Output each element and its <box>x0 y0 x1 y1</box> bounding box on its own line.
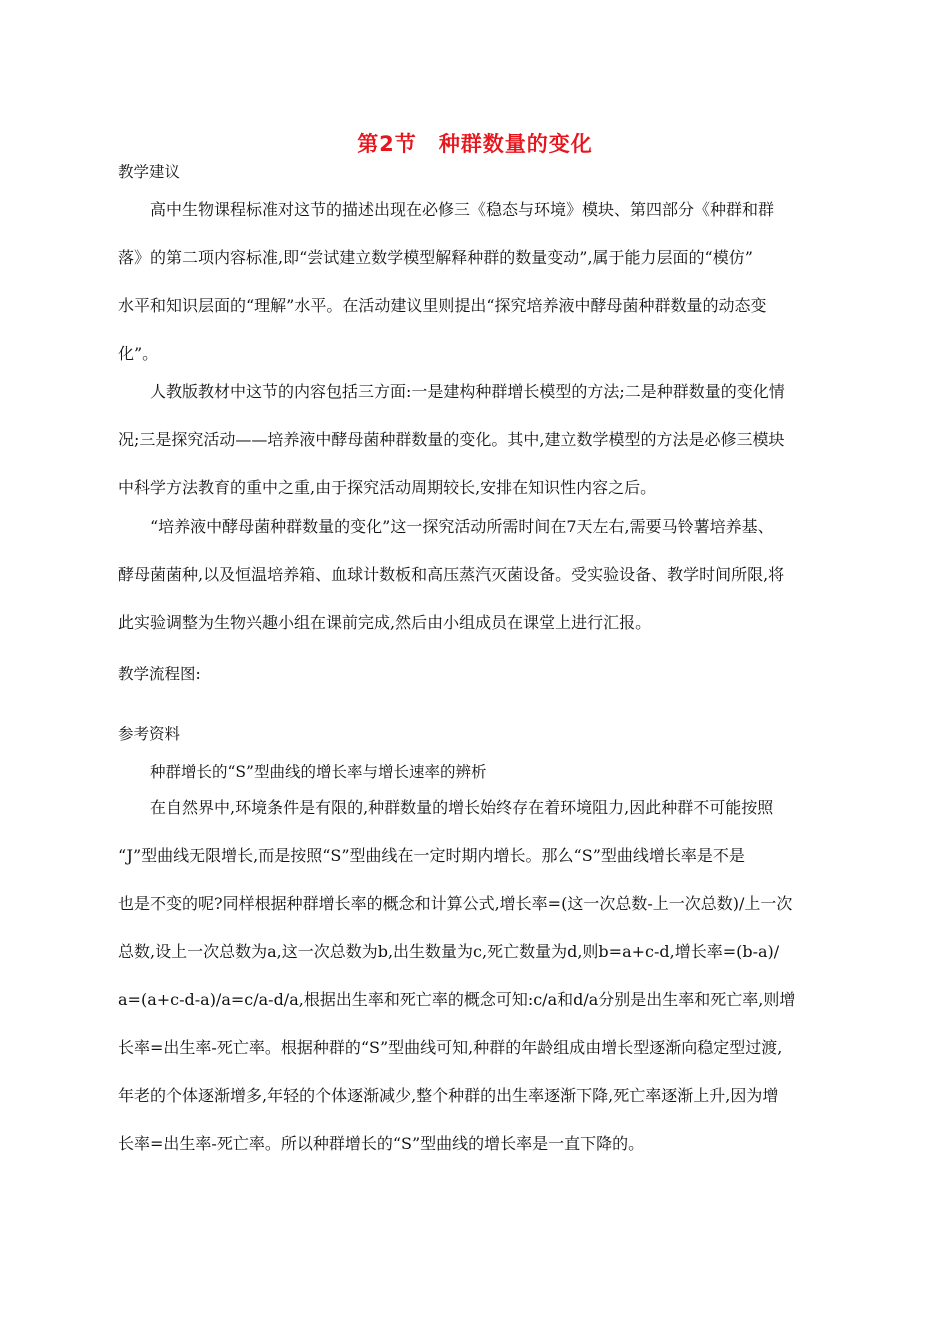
reference-heading: 参考资料 <box>118 725 181 743</box>
paragraph-line: 也是不变的呢?同样根据种群增长率的概念和计算公式,增长率=(这一次总数-上一次总数)/上一次 <box>118 894 793 913</box>
paragraph-inquiry-activity <box>118 503 830 647</box>
paragraph-curriculum-standard <box>118 186 830 378</box>
paragraph-line: 酵母菌菌种,以及恒温培养箱、血球计数板和高压蒸汽灭菌设备。受实验设备、教学时间所限,将 <box>118 565 785 584</box>
paragraph-line: 长率=出生率-死亡率。根据种群的“S”型曲线可知,种群的年龄组成由增长型逐渐向稳定型过渡, <box>118 1038 783 1057</box>
flowchart-heading: 教学流程图: <box>118 665 201 683</box>
paragraph-line: 年老的个体逐渐增多,年轻的个体逐渐减少,整个种群的出生率逐渐下降,死亡率逐渐上升,因为增 <box>118 1086 779 1105</box>
paragraph-line: 水平和知识层面的“理解”水平。在活动建议里则提出“探究培养液中酵母菌种群数量的动态变 <box>118 296 767 315</box>
paragraph-line: 在自然界中,环境条件是有限的,种群数量的增长始终存在着环境阻力,因此种群不可能按照 <box>150 798 774 817</box>
paragraph-line: 人教版教材中这节的内容包括三方面:一是建构种群增长模型的方法;二是种群数量的变化情 <box>150 382 785 401</box>
paragraph-line: 落》的第二项内容标准,即“尝试建立数学模型解释种群的数量变动”,属于能力层面的“模仿” <box>118 248 753 267</box>
paragraph-line: 高中生物课程标准对这节的描述出现在必修三《稳态与环境》模块、第四部分《种群和群 <box>150 200 775 219</box>
paragraph-growth-rate-analysis <box>118 784 830 1168</box>
section-name: 种群数量的变化 <box>438 132 593 156</box>
page-title <box>0 128 950 158</box>
paragraph-line: 长率=出生率-死亡率。所以种群增长的“S”型曲线的增长率是一直下降的。 <box>118 1134 645 1153</box>
paragraph-textbook-content <box>118 368 830 512</box>
paragraph-line: “培养液中酵母菌种群数量的变化”这一探究活动所需时间在7天左右,需要马铃薯培养基、 <box>150 517 774 536</box>
reference-subtitle: 种群增长的“S”型曲线的增长率与增长速率的辨析 <box>150 763 487 781</box>
paragraph-line: a=(a+c-d-a)/a=c/a-d/a,根据出生率和死亡率的概念可知:c/a和d/a分别是出生率和死亡率,则增 <box>118 990 796 1009</box>
paragraph-line: 总数,设上一次总数为a,这一次总数为b,出生数量为c,死亡数量为d,则b=a+c-d,增长率=(b-a)/ <box>118 942 780 961</box>
paragraph-line: 此实验调整为生物兴趣小组在课前完成,然后由小组成员在课堂上进行汇报。 <box>118 613 652 632</box>
paragraph-line: 化”。 <box>118 344 159 363</box>
section-number: 第2节 <box>357 132 417 156</box>
teaching-advice-heading: 教学建议 <box>118 163 181 181</box>
paragraph-line: 况;三是探究活动——培养液中酵母菌种群数量的变化。其中,建立数学模型的方法是必修三模块 <box>118 430 785 449</box>
paragraph-line: 中科学方法教育的重中之重,由于探究活动周期较长,安排在知识性内容之后。 <box>118 478 657 497</box>
paragraph-line: “J”型曲线无限增长,而是按照“S”型曲线在一定时期内增长。那么“S”型曲线增长率是不是 <box>118 846 745 865</box>
